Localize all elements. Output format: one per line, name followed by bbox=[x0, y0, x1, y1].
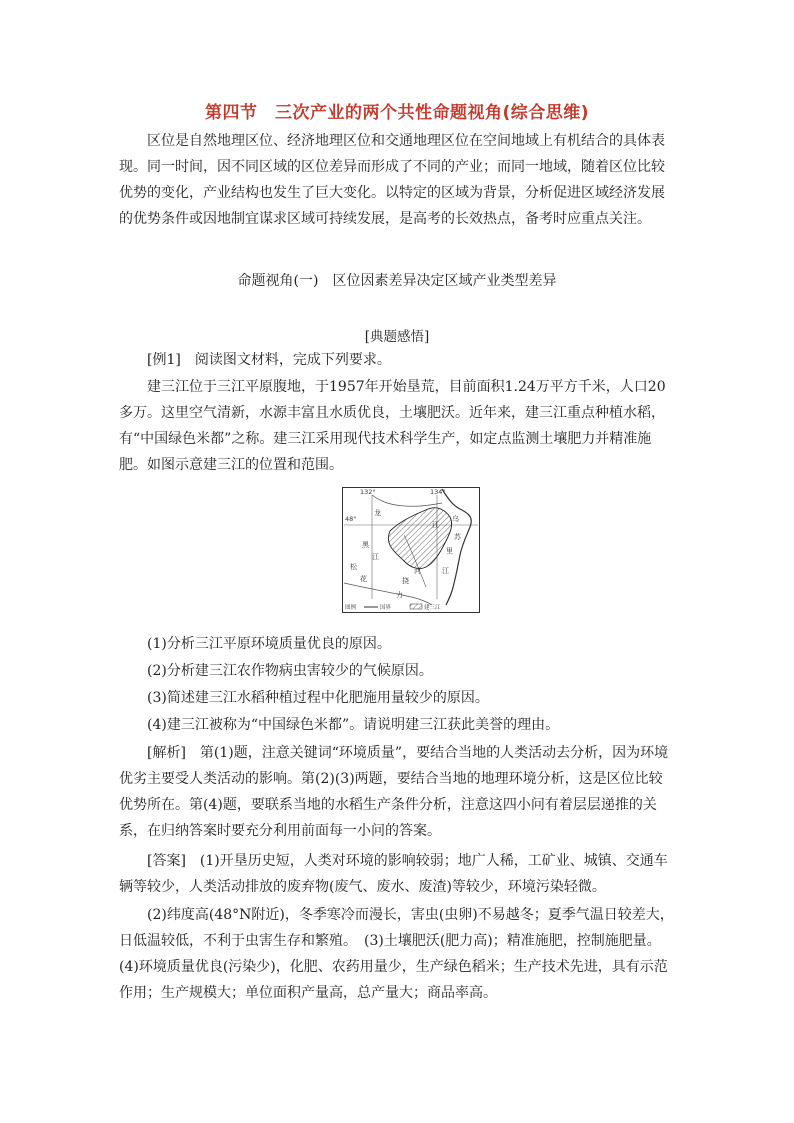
subtitle: 命题视角(一) 区位因素差异决定区域产业类型差异 bbox=[237, 273, 557, 289]
river-char: 花 bbox=[360, 575, 367, 583]
river-char: 江 bbox=[372, 553, 379, 561]
river-char: 挠 bbox=[402, 577, 409, 585]
river-char: 苏 bbox=[454, 533, 461, 541]
question-4: (4)建三江被称为“中国绿色米都”。请说明建三江获此美誉的理由。 bbox=[147, 717, 560, 733]
river-char: 力 bbox=[396, 591, 403, 599]
legend-area-label: 建三江 bbox=[424, 605, 441, 611]
legend-area-swatch bbox=[410, 604, 422, 609]
river-char: 江 bbox=[432, 521, 439, 529]
question-1: (1)分析三江平原环境质量优良的原因。 bbox=[147, 636, 391, 652]
river-char: 松 bbox=[350, 563, 357, 571]
section-label: [典题感悟] bbox=[364, 329, 430, 345]
answer-paragraph-1: [答案] (1)开垦历史短，人类对环境的影响较弱；地广人稀，工矿业、城镇、交通车辆等较少，人类活动排放的废弃物(废气、废水、废渣)等较少，环境污染轻微。 bbox=[119, 853, 668, 895]
river-char: 河 bbox=[414, 567, 421, 575]
river-char: 乌 bbox=[452, 515, 459, 523]
question-2: (2)分析建三江农作物病虫害较少的气候原因。 bbox=[147, 663, 433, 679]
lon-label-132: 132° bbox=[360, 488, 376, 496]
question-3: (3)简述建三江水稻种植过程中化肥施用量较少的原因。 bbox=[147, 690, 489, 706]
river-char: 黑 bbox=[362, 541, 369, 549]
intro-paragraph: 区位是自然地理区位、经济地理区位和交通地理区位在空间地域上有机结合的具体表现。同一时间，因不同区域的区位差异而形成了不同的产业；而同一地域，随着区位比较优势的变化，产业结构也发生了巨大变化。以特定的区域为背景，分析促进区域经济发展的优势条件或因地制宜谋求区域可持续发展，是高考的长效热点，备考时应重点关注。 bbox=[119, 133, 665, 227]
lat-label-48: 48° bbox=[345, 515, 357, 523]
section-title: 第四节 三次产业的两个共性命题视角(综合思维) bbox=[204, 103, 590, 123]
legend-title: 图例 bbox=[345, 605, 357, 611]
analysis-paragraph: [解析] 第(1)题，注意关键词“环境质量”，要结合当地的人类活动去分析，因为环境优劣主要受人类活动的影响。第(2)(3)两题，要结合当地的地理环境分析，这是区位比较优势所在。第(4)题，要联系当地的水稻生产条件分析，注意这四小问有着层层递推的关系，在归纳答案时要充分利用前面每一小问的答案。 bbox=[119, 745, 669, 839]
answer-paragraph-2: (2)纬度高(48°N附近)，冬季寒冷而漫长，害虫(虫卵)不易越冬；夏季气温日较差大，日低温较低，不利于虫害生存和繁殖。 (3)土壤肥沃(肥力高)；精准施肥，控制施肥量。 (4)环境质量优良(污染少)，化肥、农药用量少，生产绿色稻米；生产技术先进，具有示范作用；生产规模大；单位面积产量高，总产量大；商品率高。 bbox=[119, 907, 674, 1001]
lon-label-134: 134° bbox=[430, 488, 446, 496]
river-char: 江 bbox=[442, 567, 449, 575]
legend-border-label: 国界 bbox=[380, 605, 392, 611]
river-char: 龙 bbox=[374, 509, 381, 517]
example-heading: [例1] 阅读图文材料，完成下列要求。 bbox=[147, 352, 391, 368]
river-char: 里 bbox=[446, 547, 453, 555]
material-paragraph: 建三江位于三江平原腹地，于1957年开始垦荒，目前面积1.24万平方千米，人口20多万。这里空气清新，水源丰富且水质优良，土壤肥沃。近年来，建三江重点种植水稻，有“中国绿色米都”之称。建三江采用现代技术科学生产，如定点监测土壤肥力并精准施肥。如图示意建三江的位置和范围。 bbox=[119, 379, 666, 473]
location-map bbox=[342, 487, 480, 613]
